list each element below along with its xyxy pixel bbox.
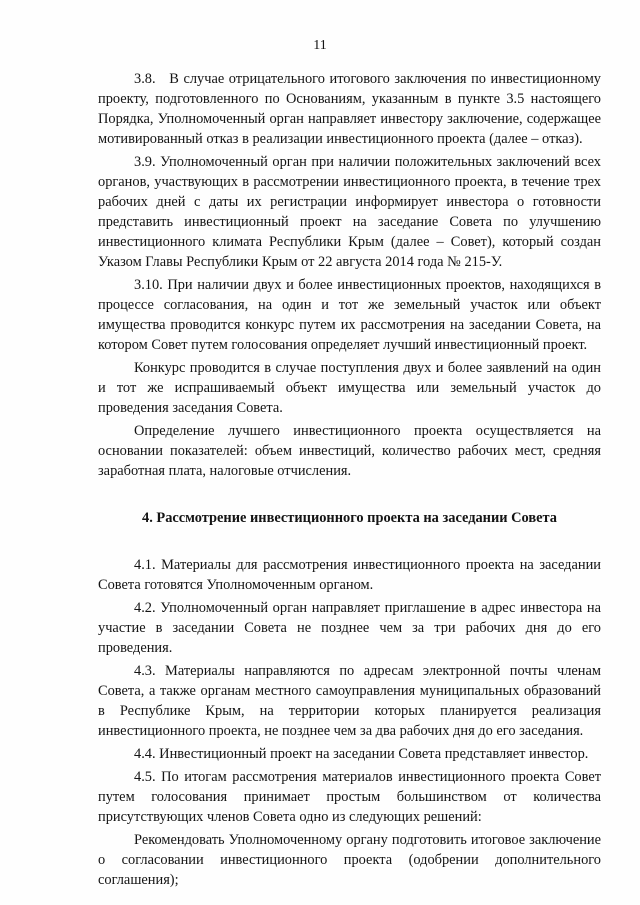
document-body: [98, 69, 601, 890]
paragraph-3-10: 3.10. При наличии двух и более инвестиционных проектов, находящихся в процессе согласования, на один и тот же земельный участок или объект имущества проводится конкурс путем их рассмотрения на заседании Совета, на котором Совет путем голосования определяет лучший инвестиционный проект.: [98, 277, 601, 353]
paragraph-3-8: 3.8. В случае отрицательного итогового заключения по инвестиционному проекту, подготовленного по Основаниям, указанным в пункте 3.5 настоящего Порядка, Уполномоченный орган направляет инвестору заключение, содержащее мотивированный отказ в реализации инвестиционного проекта (далее – отказ).: [98, 71, 601, 147]
paragraph-4-3: 4.3. Материалы направляются по адресам электронной почты членам Совета, а также органам местного самоуправления муниципальных образований в Республике Крым, на территории которых планируется реализация инвестиционного проекта, не позднее чем за два рабочих дня до его заседания.: [98, 663, 601, 739]
section-heading: 4. Рассмотрение инвестиционного проекта на заседании Совета: [142, 510, 557, 526]
paragraph-4-1: 4.1. Материалы для рассмотрения инвестиционного проекта на заседании Совета готовятся Уполномоченным органом.: [98, 557, 601, 593]
page-number: 11: [313, 38, 327, 53]
paragraph-contest-conditions: Конкурс проводится в случае поступления двух и более заявлений на один и тот же испрашиваемый объект имущества или земельный участок до проведения заседания Совета.: [98, 360, 601, 416]
paragraph-recommend-decision: Рекомендовать Уполномоченному органу подготовить итоговое заключение о согласовании инвестиционного проекта (одобрении дополнительного соглашения);: [98, 832, 601, 888]
paragraph-4-4: 4.4. Инвестиционный проект на заседании Совета представляет инвестор.: [134, 746, 589, 762]
paragraph-best-project-criteria: Определение лучшего инвестиционного проекта осуществляется на основании показателей: объем инвестиций, количество рабочих мест, средняя заработная плата, налоговые отчисления.: [98, 423, 601, 479]
paragraph-4-5: 4.5. По итогам рассмотрения материалов инвестиционного проекта Совет путем голосования принимает простым большинством от количества присутствующих членов Совета одно из следующих решений:: [98, 769, 601, 825]
paragraph-3-9: 3.9. Уполномоченный орган при наличии положительных заключений всех органов, участвующих в рассмотрении инвестиционного проекта, в течение трех рабочих дней с даты их регистрации информирует инвестора о готовности представить инвестиционный проект на заседание Совета по улучшению инвестиционного климата Республики Крым (далее – Совет), который создан Указом Главы Республики Крым от 22 августа 2014 года № 215-У.: [98, 154, 601, 270]
paragraph-4-2: 4.2. Уполномоченный орган направляет приглашение в адрес инвестора на участие в заседании Совета не позднее чем за три рабочих дня до его проведения.: [98, 600, 601, 656]
